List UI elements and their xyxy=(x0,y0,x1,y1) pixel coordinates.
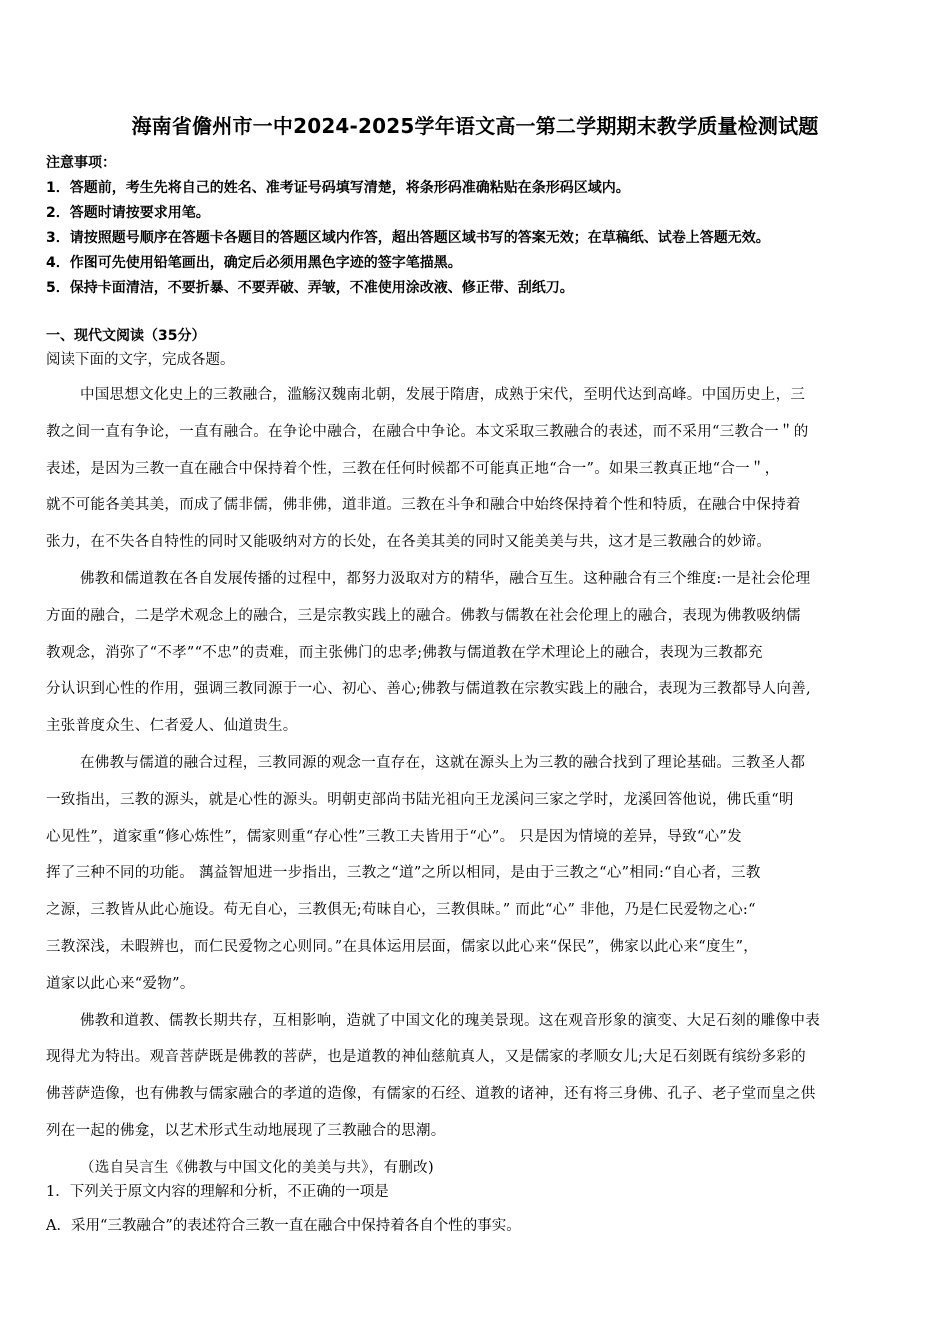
passage-line: 张力，在不失各自特性的同时又能吸纳对方的长处，在各美其美的同时又能美美与共，这才是三教融合的妙谛。 xyxy=(46,534,772,551)
passage-source: （选自吴言生《佛教与中国文化的美美与共》，有删改) xyxy=(80,1159,434,1176)
passage-line: 一致指出，三教的源头，就是心性的源头。明朝吏部尚书陆光祖向王龙溪问三家之学时，龙溪回答他说，佛氏重“明 xyxy=(46,791,794,808)
question-stem: 1．下列关于原文内容的理解和分析，不正确的一项是 xyxy=(46,1184,389,1200)
passage-line: 列在一起的佛龛，以艺术形式生动地展现了三教融合的思潮。 xyxy=(46,1122,446,1139)
passage-line: 在佛教与儒道的融合过程，三教同源的观念一直存在，这就在源头上为三教的融合找到了理论基础。三教圣人都 xyxy=(80,754,806,771)
passage-line: 挥了三种不同的功能。 蕅益智旭进一步指出，三教之“道”之所以相同，是由于三教之“心”相同:“自心者，三教 xyxy=(46,865,761,882)
passage-line: 道家以此心来“爱物”。 xyxy=(46,975,195,992)
passage-line: 佛教和道教、儒教长期共存，互相影响，造就了中国文化的瑰美景现。这在观音形象的演变、大足石刻的雕像中表 xyxy=(80,1012,820,1029)
passage-line: 现得尤为特出。观音菩萨既是佛教的菩萨，也是道教的神仙慈航真人，又是儒家的孝顺女儿;大足石刻既有缤纷多彩的 xyxy=(46,1049,806,1066)
section-instruction: 阅读下面的文字，完成各题。 xyxy=(46,352,235,368)
passage-line: 佛菩萨造像，也有佛教与儒家融合的孝道的造像，有儒家的石经、道教的诸神，还有将三身佛、孔子、老子堂而皇之供 xyxy=(46,1086,816,1103)
passage-line: 教观念，消弥了“不孝”“不忠”的责难，而主张佛门的忠孝;佛教与儒道教在学术理论上的融合，表现为三教都充 xyxy=(46,644,763,661)
passage-line: 中国思想文化史上的三教融合，滥觞汉魏南北朝，发展于隋唐，成熟于宋代，至明代达到高峰。中国历史上，三 xyxy=(80,387,806,403)
question-block xyxy=(46,1180,916,1248)
passage-line: 就不可能各美其美，而成了儒非儒，佛非佛，道非道。三教在斗争和融合中始终保持着个性和特质，在融合中保持着 xyxy=(46,497,801,514)
notice-item: 2．答题时请按要求用笔。 xyxy=(46,205,210,221)
question-option-a: A．采用“三教融合”的表述符合三教一直在融合中保持着各自个性的事实。 xyxy=(46,1218,521,1234)
passage-line: 主张普度众生、仁者爱人、仙道贵生。 xyxy=(46,718,298,735)
exam-title: 海南省儋州市一中2024-2025学年语文高一第二学期期末教学质量检测试题 xyxy=(131,114,819,138)
passage-line: 心见性”，道家重“修心炼性”，儒家则重“存心性”三教工夫皆用于“心”。 只是因为情境的差异，导致“心”发 xyxy=(46,828,742,845)
notice-item: 4．作图可先使用铅笔画出，确定后必须用黑色字迹的签字笔描黑。 xyxy=(46,255,462,271)
reading-passage xyxy=(46,383,916,1193)
passage-line: 表述，是因为三教一直在融合中保持着个性，三教在任何时候都不可能真正地“合一”。如果三教真正地“合一＂， xyxy=(46,460,780,477)
section-heading: 一、现代文阅读（35分） xyxy=(46,328,206,344)
notice-item: 3．请按照题号顺序在答题卡各题目的答题区域内作答，超出答题区域书写的答案无效；在草稿纸、试卷上答题无效。 xyxy=(46,230,770,246)
passage-line: 佛教和儒道教在各自发展传播的过程中，都努力汲取对方的精华，融合互生。这种融合有三个维度:一是社会伦理 xyxy=(80,570,811,587)
notice-item: 1．答题前，考生先将自己的姓名、准考证号码填写清楚，将条形码准确粘贴在条形码区域内。 xyxy=(46,180,630,196)
passage-line: 方面的融合，二是学术观念上的融合，三是宗教实践上的融合。佛教与儒教在社会伦理上的融合，表现为佛教吸纳儒 xyxy=(46,607,801,624)
passage-line: 教之间一直有争论，一直有融合。在争论中融合，在融合中争论。本文采取三教融合的表述，而不采用“三教合一＂的 xyxy=(46,423,809,440)
passage-line: 之源，三教皆从此心施设。苟无自心，三教俱无;苟昧自心，三教俱昧。” 而此“心” 非他，乃是仁民爱物之心:“ xyxy=(46,902,756,919)
notice-block xyxy=(46,151,916,301)
passage-line: 分认识到心性的作用，强调三教同源于一心、初心、善心;佛教与儒道教在宗教实践上的融合，表现为三教都导人向善, xyxy=(46,681,811,698)
passage-line: 三教深浅，未暇辨也，而仁民爱物之心则同。”在具体运用层面，儒家以此心来“保民”，佛家以此心来“度生”， xyxy=(46,938,759,955)
notice-heading: 注意事项： xyxy=(46,155,116,171)
notice-item: 5．保持卡面清洁，不要折暴、不要弄破、弄皱，不准使用涂改液、修正带、刮纸刀。 xyxy=(46,280,574,296)
section-header xyxy=(46,324,916,372)
